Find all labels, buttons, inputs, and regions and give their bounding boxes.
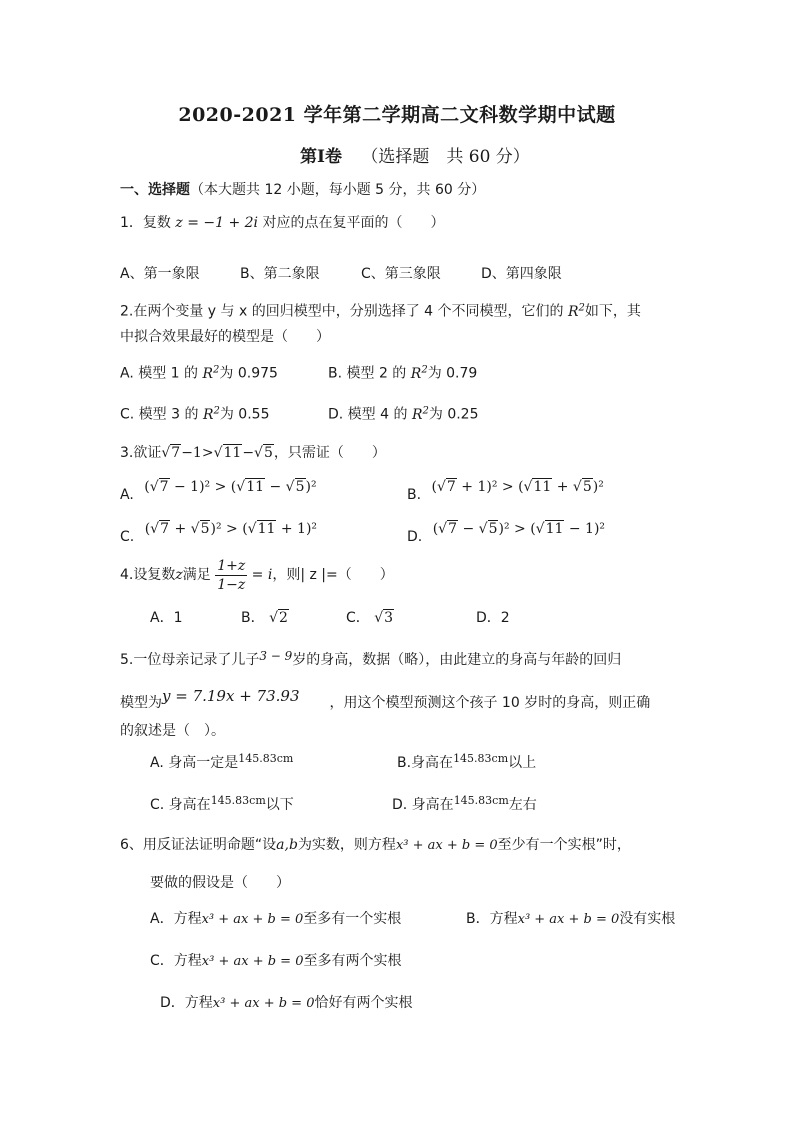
question-5-option-c: C. 身高在$^{145.83cm}$以下 <box>150 794 294 813</box>
question-6-option-c: C．方程x³ + ax + b = 0至多有两个实根 <box>150 953 402 969</box>
volume-heading <box>300 147 530 167</box>
question-1 <box>120 213 445 233</box>
question-4-option-d: D．2 <box>476 610 510 626</box>
section-note: （本大题共 12 小题，每小题 5 分，共 60 分） <box>190 182 486 198</box>
question-3-option-a: A. (√7 − 1)² > (√11 − √5)² <box>120 479 317 503</box>
question-2-option-c: C. 模型 3 的 $R^2$为 0.55 <box>120 405 270 423</box>
question-3-inequality: √7−1>√11−√5 <box>161 445 273 461</box>
question-2-option-d: D. 模型 4 的 $R^2$为 0.25 <box>328 405 479 423</box>
volume-label: 第Ⅰ卷 <box>300 147 342 167</box>
question-2-option-a: A. 模型 1 的 $R^2$为 0.975 <box>120 364 278 382</box>
question-3-option-d: D. (√7 − √5)² > (√11 − 1)² <box>407 521 606 545</box>
question-6-option-d: D．方程x³ + ax + b = 0恰好有两个实根 <box>160 995 413 1011</box>
question-4-fraction: $\frac{1+z}{1-z}$ <box>217 557 246 593</box>
question-3: 3.欲证√7−1>√11−√5，只需证（ ） <box>120 445 386 461</box>
question-5: 5.一位母亲记录了儿子3 − 9岁的身高，数据（略），由此建立的身高与年龄的回归 <box>120 649 622 668</box>
question-4-option-b: B． √2 <box>241 610 288 626</box>
question-1-formula: z = −1 + 2i <box>175 215 259 231</box>
question-2-line-2: 中拟合效果最好的模型是（ ） <box>120 329 330 345</box>
question-2-option-b: B. 模型 2 的 $R^2$为 0.79 <box>328 364 478 382</box>
question-3-option-c: C. (√7 + √5)² > (√11 + 1)² <box>120 521 318 545</box>
question-6-option-a: A．方程x³ + ax + b = 0至多有一个实根 <box>150 911 402 927</box>
exam-title: 2020-2021 学年第二学期高二文科数学期中试题 <box>178 104 616 126</box>
section-heading <box>120 180 485 200</box>
question-5-option-b: B.身高在$^{145.83cm}$以上 <box>397 752 537 771</box>
question-2-text: 2.在两个变量 y 与 x 的回归模型中，分别选择了 4 个不同模型，它们的 <box>120 303 564 320</box>
question-1-option-a: A、第一象限 <box>120 266 200 282</box>
question-6-option-b: B．方程x³ + ax + b = 0没有实根 <box>466 911 676 927</box>
question-4-option-c: C． √3 <box>346 610 394 626</box>
question-4: 4.设复数z满足 $\frac{1+z}{1-z}$ = i，则| z |=（ ） <box>120 557 394 593</box>
question-4-option-a: A．1 <box>150 610 183 626</box>
question-6-line-2: 要做的假设是（ ） <box>150 875 290 891</box>
question-6: 6、用反证法证明命题“设a,b为实数，则方程x³ + ax + b = 0至少有一个实根”时， <box>120 837 631 853</box>
question-1-option-d: D、第四象限 <box>481 266 562 282</box>
question-1-text: 对应的点在复平面的（ ） <box>262 215 445 231</box>
question-5-line-2: 模型为y = 7.19x + 73.93 ，用这个模型预测这个孩子 10 岁时的身高，则正确 <box>120 687 651 711</box>
question-3-option-b: B. (√7 + 1)² > (√11 + √5)² <box>407 479 604 503</box>
r-squared: $R^2$ <box>568 302 585 320</box>
question-2 <box>120 298 641 322</box>
question-5-option-a: A. 身高一定是$^{145.83cm}$ <box>150 752 294 771</box>
question-5-option-d: D. 身高在$^{145.83cm}$左右 <box>392 794 537 813</box>
question-1-number: 1．复数 <box>120 215 171 231</box>
question-2-text-end: 如下，其 <box>584 303 641 320</box>
question-5-line-3: 的叙述是（ ）。 <box>120 723 225 739</box>
volume-note: （选择题 共 60 分） <box>361 147 530 167</box>
question-1-option-b: B、第二象限 <box>240 266 320 282</box>
question-1-option-c: C、第三象限 <box>361 266 441 282</box>
section-label: 一、选择题 <box>120 182 190 198</box>
